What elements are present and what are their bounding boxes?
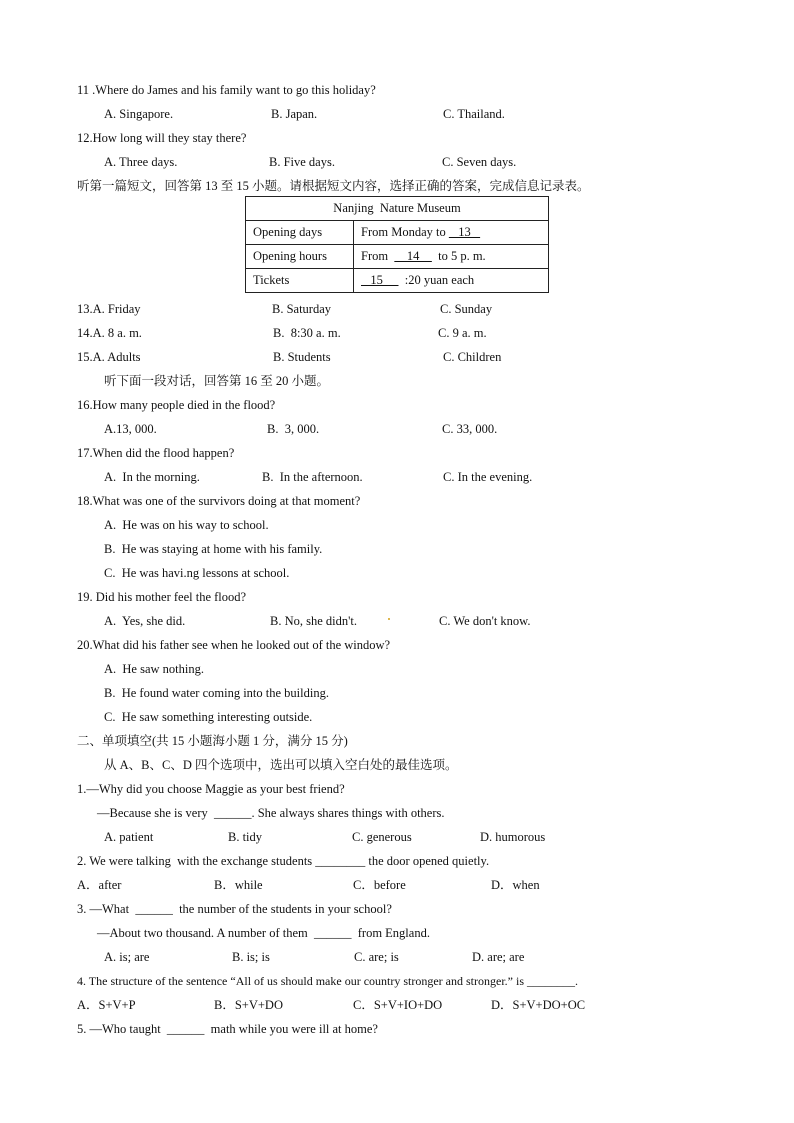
question-17-stem: 17.When did the flood happen?	[77, 446, 235, 460]
table-row	[246, 245, 549, 269]
row-value	[354, 221, 549, 245]
question-15-option-c: C. Children	[443, 350, 502, 364]
question-17-option-c: C. In the evening.	[443, 470, 533, 484]
grammar-q3-line1: 3. —What ______ the number of the students in your school?	[77, 902, 392, 916]
value-prefix: From	[361, 249, 395, 263]
question-12-option-a: A. Three days.	[104, 155, 178, 169]
question-19-option-c: C. We don't know.	[439, 614, 531, 628]
row-label: Opening hours	[246, 245, 354, 269]
dialogue-instruction: 听下面一段对话，回答第 16 至 20 小题。	[104, 374, 330, 388]
table-row	[246, 269, 549, 293]
question-14-option-b: B. 8:30 a. m.	[273, 326, 341, 340]
table-row	[246, 221, 549, 245]
question-12-option-b: B. Five days.	[269, 155, 335, 169]
grammar-q1-line1: 1.—Why did you choose Maggie as your best friend?	[77, 782, 345, 796]
question-18-option-a: A. He was on his way to school.	[104, 518, 269, 532]
row-label: Tickets	[246, 269, 354, 293]
row-value	[354, 269, 549, 293]
grammar-q2-option-c: C．before	[353, 878, 406, 892]
question-20-option-a: A. He saw nothing.	[104, 662, 204, 676]
blank-13: 13	[448, 225, 481, 239]
question-11-option-b: B. Japan.	[271, 107, 318, 121]
question-16-stem: 16.How many people died in the flood?	[77, 398, 276, 412]
grammar-q2-stem: 2. We were talking with the exchange students ________ the door opened quietly.	[77, 854, 490, 868]
grammar-q4-option-a: A．S+V+P	[77, 998, 136, 1012]
grammar-q4-stem: 4. The structure of the sentence “All of us should make our country stronger and stronger.” is ________.	[77, 974, 578, 988]
question-13-option-a: 13.A. Friday	[77, 302, 141, 316]
grammar-q4-option-d: D．S+V+DO+OC	[491, 998, 586, 1012]
question-20-option-c: C. He saw something interesting outside.	[104, 710, 313, 724]
row-label: Opening days	[246, 221, 354, 245]
question-18-option-b: B. He was staying at home with his family.	[104, 542, 323, 556]
question-14-option-c: C. 9 a. m.	[438, 326, 487, 340]
value-suffix: to 5 p. m.	[431, 249, 486, 263]
question-19-option-b: B. No, she didn't.	[270, 614, 357, 628]
grammar-q1-option-d: D. humorous	[480, 830, 546, 844]
grammar-q3-option-d: D. are; are	[472, 950, 525, 964]
grammar-q2-option-b: B．while	[214, 878, 263, 892]
question-11-option-a: A. Singapore.	[104, 107, 174, 121]
grammar-q4-option-c: C．S+V+IO+DO	[353, 998, 443, 1012]
question-13-option-b: B. Saturday	[272, 302, 332, 316]
grammar-q1-option-a: A. patient	[104, 830, 154, 844]
row-value	[354, 245, 549, 269]
question-14-option-a: 14.A. 8 a. m.	[77, 326, 142, 340]
question-20-option-b: B. He found water coming into the building.	[104, 686, 329, 700]
value-prefix: From Monday to	[361, 225, 449, 239]
question-15-option-a: 15.A. Adults	[77, 350, 141, 364]
section-title: 二、单项填空(共 15 小题海小题 1 分，满分 15 分)	[77, 734, 348, 748]
question-15-option-b: B. Students	[273, 350, 331, 364]
question-19-stem: 19. Did his mother feel the flood?	[77, 590, 247, 604]
question-17-option-b: B. In the afternoon.	[262, 470, 363, 484]
table-title: Nanjing Nature Museum	[246, 197, 549, 221]
blank-14: 14	[394, 249, 432, 263]
question-18-stem: 18.What was one of the survivors doing at that moment?	[77, 494, 361, 508]
museum-info-table	[245, 196, 549, 293]
question-12-option-c: C. Seven days.	[442, 155, 517, 169]
grammar-q2-option-d: D．when	[491, 878, 540, 892]
question-19-option-a: A. Yes, she did.	[104, 614, 186, 628]
grammar-q1-option-c: C. generous	[352, 830, 412, 844]
question-11-stem: 11 .Where do James and his family want to go this holiday?	[77, 83, 376, 97]
question-13-option-c: C. Sunday	[440, 302, 493, 316]
value-suffix: :20 yuan each	[398, 273, 475, 287]
grammar-q5-stem: 5. —Who taught ______ math while you were ill at home?	[77, 1022, 378, 1036]
grammar-q1-line2: —Because she is very ______. She always shares things with others.	[97, 806, 445, 820]
grammar-q3-option-a: A. is; are	[104, 950, 150, 964]
grammar-q3-line2: —About two thousand. A number of them ______ from England.	[97, 926, 430, 940]
question-16-option-b: B. 3, 000.	[267, 422, 320, 436]
grammar-q3-option-c: C. are; is	[354, 950, 399, 964]
question-16-option-c: C. 33, 000.	[442, 422, 498, 436]
question-18-option-c: C. He was havi.ng lessons at school.	[104, 566, 290, 580]
question-11-option-c: C. Thailand.	[443, 107, 505, 121]
grammar-q1-option-b: B. tidy	[228, 830, 263, 844]
question-16-option-a: A.13, 000.	[104, 422, 157, 436]
grammar-q4-option-b: B．S+V+DO	[214, 998, 283, 1012]
section-instruction: 从 A、B、C、D 四个选项中，选出可以填入空白处的最佳选项。	[104, 758, 458, 772]
grammar-q2-option-a: A．after	[77, 878, 122, 892]
blank-15: 15	[361, 273, 399, 287]
question-17-option-a: A. In the morning.	[104, 470, 200, 484]
grammar-q3-option-b: B. is; is	[232, 950, 270, 964]
passage-instruction: 听第一篇短文，回答第 13 至 15 小题。请根据短文内容，选择正确的答案，完成信息记录表。	[77, 179, 590, 193]
question-20-stem: 20.What did his father see when he looked out of the window?	[77, 638, 391, 652]
question-12-stem: 12.How long will they stay there?	[77, 131, 247, 145]
stray-mark	[388, 618, 390, 620]
